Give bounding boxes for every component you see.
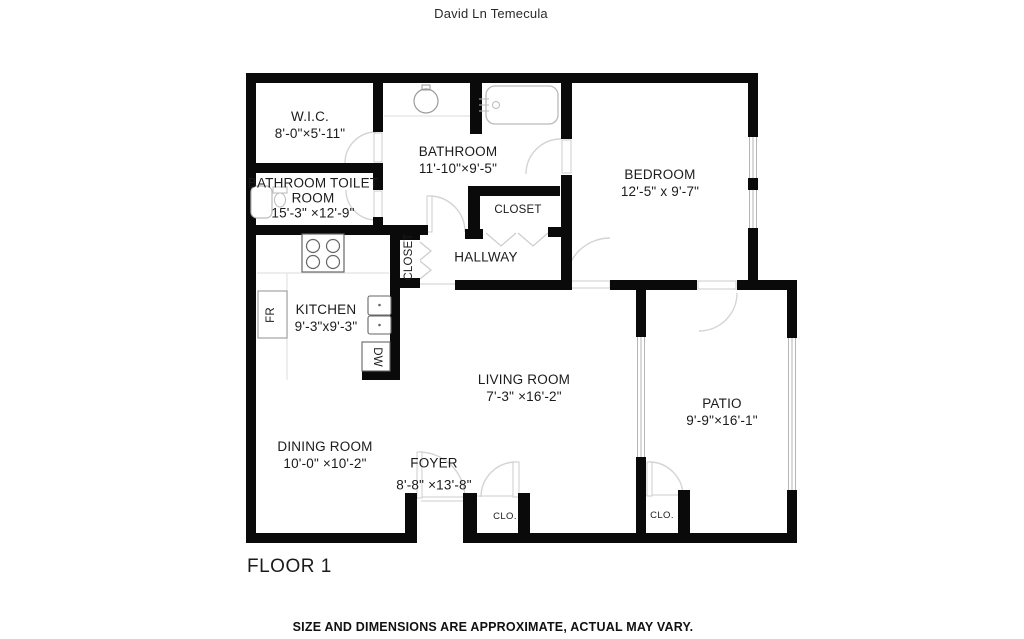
room-label-foyer: FOYER 8'-8" ×13'-8" xyxy=(396,455,472,492)
room-label-hall-closet: CLOSET xyxy=(402,233,415,281)
stove xyxy=(302,234,344,272)
wall-top xyxy=(246,73,758,83)
room-label-living-room: LIVING ROOM 7'-3" ×16'-2" xyxy=(477,372,571,404)
room-label-foyer-closet: CLO. xyxy=(493,511,517,523)
hall-closet-bifold-bottom xyxy=(420,261,431,279)
room-label-wic: W.I.C. 8'-0"×5'-11" xyxy=(274,109,346,141)
bathroom-partition-wall xyxy=(470,73,482,134)
room-label-closet: CLOSET xyxy=(494,203,542,216)
wic-bottom-wall xyxy=(246,163,383,173)
room-label-bedroom: BEDROOM 12'-5" x 9'-7" xyxy=(620,167,700,199)
kitchen-sink xyxy=(368,296,391,334)
patio-closet-door-arc xyxy=(649,462,683,496)
bedroom-window-1 xyxy=(750,137,757,178)
foyer-closet-right-wall xyxy=(518,493,530,543)
floor-label: FLOOR 1 xyxy=(247,556,332,578)
closet-bifold-right xyxy=(518,233,548,246)
hall-closet-bifold-top xyxy=(420,242,431,260)
fridge-label: FR xyxy=(264,307,277,323)
room-label-dining-room: DINING ROOM 10'-0" ×10'-2" xyxy=(277,439,373,471)
wic-door-arc xyxy=(345,132,376,163)
foyer-closet-door-arc xyxy=(481,462,516,497)
entry-stub-left xyxy=(405,493,417,543)
plan-title: David Ln Temecula xyxy=(434,5,548,21)
dishwasher-label: DW xyxy=(371,347,384,367)
room-label-kitchen: KITCHEN 9'-3"x9'-3" xyxy=(294,302,358,334)
room-label-bathroom-toilet: BATHROOM TOILET ROOM 15'-3" ×12'-9" xyxy=(247,175,379,221)
patio-door-arc xyxy=(699,293,737,331)
wall-bottom-left xyxy=(246,533,405,543)
closet-bifold-left xyxy=(486,233,516,246)
entry-stub-right xyxy=(463,493,477,543)
patio-west-window xyxy=(638,337,645,457)
bathroom-bedroom-door-arc xyxy=(526,139,561,174)
closet-top-wall xyxy=(468,186,560,196)
room-label-patio-closet: CLO. xyxy=(650,510,674,522)
room-label-patio: PATIO 9'-9"×16'-1" xyxy=(686,396,758,428)
disclaimer-text: SIZE AND DIMENSIONS ARE APPROXIMATE, ACTUAL MAY VARY. xyxy=(292,620,694,635)
bathtub xyxy=(486,86,558,124)
bedroom-window-2 xyxy=(750,190,757,228)
patio-east-window xyxy=(789,338,796,490)
bedroom-door-arc xyxy=(566,238,610,282)
bathroom-sink xyxy=(414,89,438,113)
room-label-bathroom: BATHROOM 11'-10"×9'-5" xyxy=(418,144,498,176)
patio-closet-right-wall xyxy=(678,490,690,543)
room-label-hallway: HALLWAY xyxy=(454,249,518,265)
wall-left xyxy=(246,73,256,543)
bathroom-door-arc xyxy=(429,196,465,232)
